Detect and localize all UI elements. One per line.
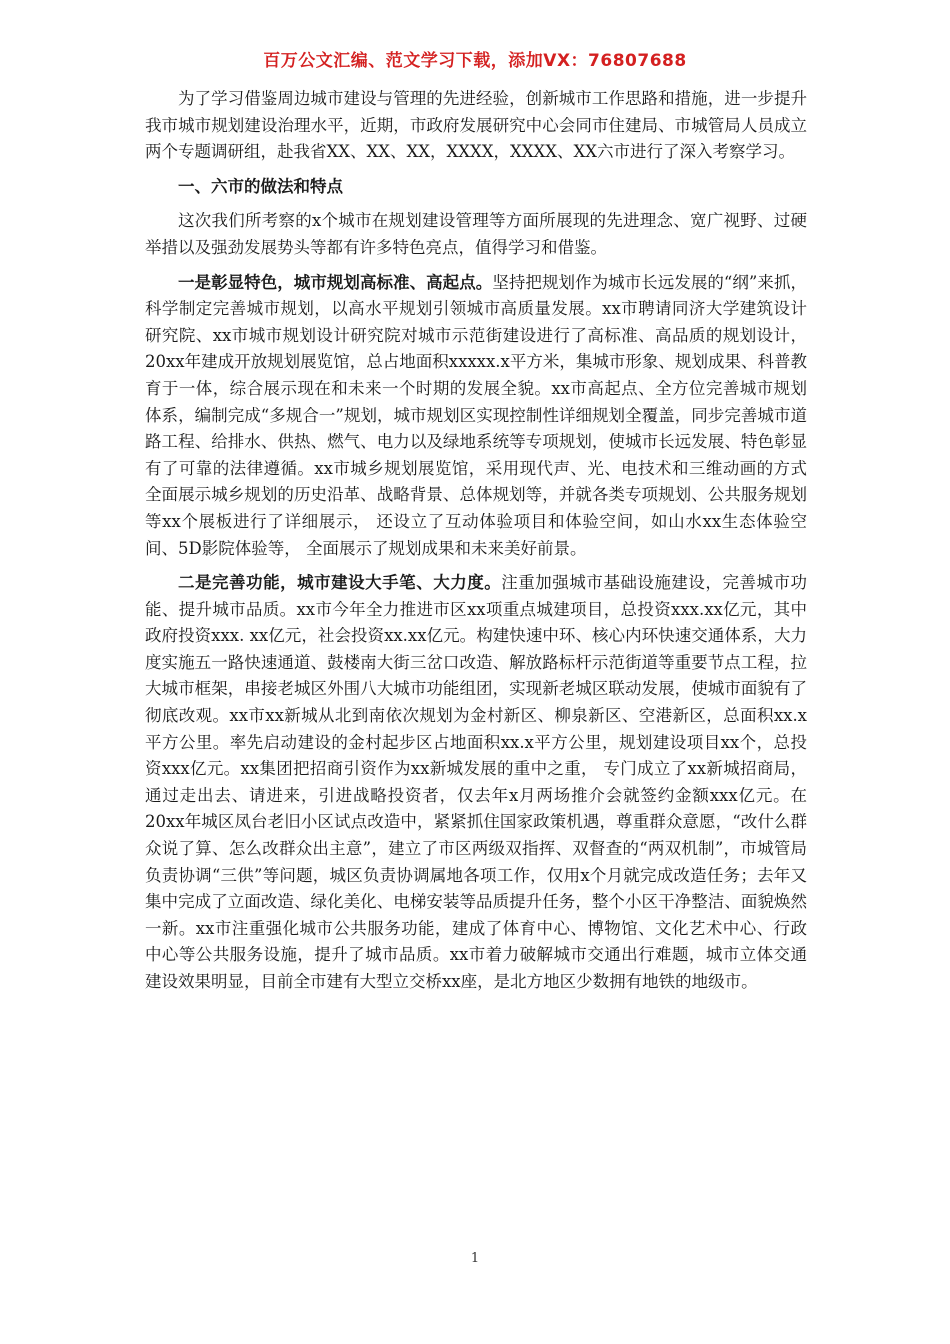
point-one-paragraph bbox=[145, 270, 807, 563]
section-heading: 一、六市的做法和特点 bbox=[178, 176, 343, 196]
page-number: 1 bbox=[470, 1251, 480, 1266]
point-one-body: 坚持把规划作为城市长远发展的“纲”来抓，科学制定完善城市规划，以高水平规划引领城市高质量发展。xx市聘请同济大学建筑设计研究院、xx市城市规划设计研究院对城市示范街建设进行了高标准、高品质的规划设计，20xx年建成开放规划展览馆，总占地面积xxxxx.x平方米，集城市形象、规划成果、科普教育于一体，综合展示现在和未来一个时期的发展全貌。xx市高起点、全方位完善城市规划体系，编制完成“多规合一”规划，城市规划区实现控制性详细规划全覆盖，同步完善城市道路工程、给排水、供热、燃气、电力以及绿地系统等专项规划，使城市长远发展、特色彰显有了可靠的法律遵循。xx市城乡规划展览馆，采用现代声、光、电技术和三维动画的方式全面展示城乡规划的历史沿革、战略背景、总体规划等，并就各类专项规划、公共服务规划等xx个展板进行了详细展示， 还设立了互动体验项目和体验空间，如山水xx生态体验空间、5D影院体验等， 全面展示了规划成果和未来美好前景。 bbox=[145, 272, 807, 558]
point-two-paragraph bbox=[145, 570, 807, 996]
section-summary-paragraph: 这次我们所考察的x个城市在规划建设管理等方面所展现的先进理念、宽广视野、过硬举措以及强劲发展势头等都有许多特色亮点，值得学习和借鉴。 bbox=[145, 211, 807, 257]
document-body bbox=[145, 86, 807, 996]
point-two-body: 注重加强城市基础设施建设，完善城市功能、提升城市品质。xx市今年全力推进市区xx项重点城建项目，总投资xxx.xx亿元，其中政府投资xxx. xx亿元，社会投资xx.xx亿元。构建快速中环、核心内环快速交通体系，大力度实施五一路快速通道、鼓楼南大街三岔口改造、解放路标杆示范街道等重要节点工程，拉大城市框架，串接老城区外围八大城市功能组团，实现新老城区联动发展，使城市面貌有了彻底改观。xx市xx新城从北到南依次规划为金村新区、柳泉新区、空港新区，总面积xx.x平方公里。率先启动建设的金村起步区占地面积xx.x平方公里，规划建设项目xx个，总投资xxx亿元。xx集团把招商引资作为xx新城发展的重中之重， 专门成立了xx新城招商局，通过走出去、请进来，引进战略投资者，仅去年x月两场推介会就签约金额xxx亿元。在20xx年城区凤台老旧小区试点改造中，紧紧抓住国家政策机遇，尊重群众意愿，“改什么群众说了算、怎么改群众出主意”，建立了市区两级双指挥、双督查的“两双机制”，市城管局负责协调“三供”等问题，城区负责协调属地各项工作，仅用x个月就完成改造任务；去年又集中完成了立面改造、绿化美化、电梯安装等品质提升任务，整个小区干净整洁、面貌焕然一新。xx市注重强化城市公共服务功能，建成了体育中心、博物馆、文化艺术中心、行政中心等公共服务设施，提升了城市品质。xx市着力破解城市交通出行难题，城市立体交通建设效果明显，目前全市建有大型立交桥xx座，是北方地区少数拥有地铁的地级市。 bbox=[145, 573, 808, 991]
point-two-lead: 二是完善功能，城市建设大手笔、大力度。 bbox=[178, 573, 502, 593]
watermark-banner: 百万公文汇编、范文学习下载，添加VX：76807688 bbox=[263, 51, 687, 71]
point-one-lead: 一是彰显特色，城市规划高标准、高起点。 bbox=[178, 272, 493, 292]
intro-paragraph: 为了学习借鉴周边城市建设与管理的先进经验，创新城市工作思路和措施，进一步提升我市城市规划建设治理水平，近期，市政府发展研究中心会同市住建局、市城管局人员成立两个专题调研组，赴我省XX、XX、XX，XXXX，XXXX、XX六市进行了深入考察学习。 bbox=[145, 89, 807, 162]
